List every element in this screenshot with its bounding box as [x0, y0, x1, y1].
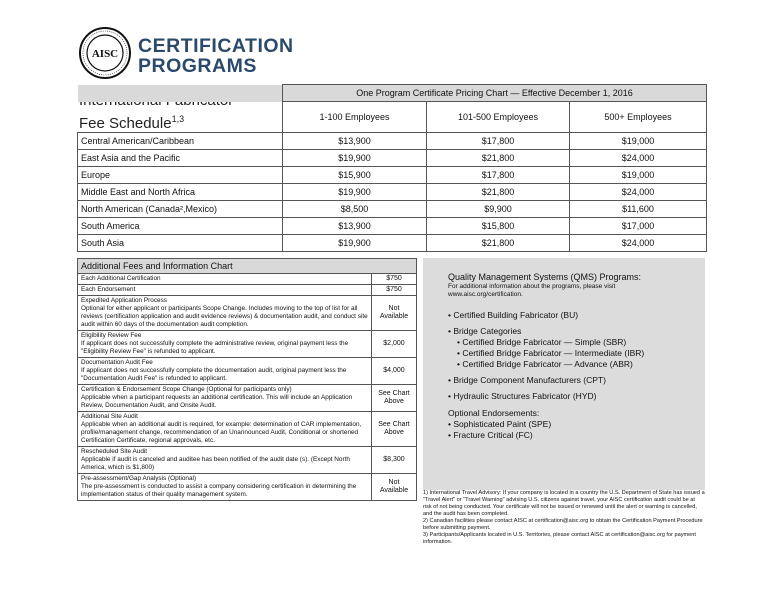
list-item: • Fracture Critical (FC): [448, 430, 533, 440]
list-item: • Hydraulic Structures Fabricator (HYD): [448, 391, 597, 401]
table-row: South Asia $19,900 $21,800 $24,000: [78, 235, 707, 252]
table-row: Middle East and North Africa $19,900 $21,800 $24,000: [78, 184, 707, 201]
qms-programs-panel: [423, 258, 705, 490]
table-row: Europe $15,900 $17,800 $19,000: [78, 167, 707, 184]
list-item: • Bridge Categories • Certified Bridge Fabricator — Simple (SBR) • Certified Bridge Fabricator — Intermediate (IBR) • Certified Bridge Fabricator — Advance (ABR): [448, 326, 703, 370]
list-item: • Bridge Component Manufacturers (CPT): [448, 375, 606, 385]
fee-row: Expedited Application Process Optional for either applicant or participants Scope Change. Includes moving to the top of list for all reviews (certification application and audit evidence reviews) & documentation audit, and conduct site audit within 60 days of the documentation audit completion. Not Available: [78, 296, 416, 331]
column-header: 101-500 Employees: [427, 102, 570, 133]
footnote: 3) Participants/Applicants located in U.S. Territories, please contact AISC at certification@aisc.org for payment information.: [423, 532, 696, 545]
footnotes: [423, 490, 705, 546]
list-item: • Certified Bridge Fabricator — Intermediate (IBR): [457, 348, 645, 358]
fee-row: Documentation Audit Fee If applicant does not successfully complete the documentation audit, original payment less the "Documentation Audit Fee" is refunded to applicant. $4,000: [78, 358, 416, 385]
qms-intro: For additional information about the programs, please visit www.aisc.org/certification.: [448, 283, 616, 298]
list-item: • Certified Bridge Fabricator — Simple (SBR): [457, 337, 627, 347]
brand-wordmark: [138, 36, 294, 76]
table-row: North American (Canada²,Mexico) $8,500 $9,900 $11,600: [78, 201, 707, 218]
pricing-chart-title: One Program Certificate Pricing Chart — Effective December 1, 2016: [283, 85, 707, 102]
list-item: • Sophisticated Paint (SPE): [448, 419, 552, 429]
fee-row: Additional Site Audit Applicable when an additional audit is required, for example: determination of CAR implementation, profile/management change, recommendation of an Unannounced Audit, Conditional or shortened Certification Certificate, regional approvals, etc. See Chart Above: [78, 412, 416, 447]
svg-text:AISC: AISC: [91, 48, 119, 60]
fees-table: [78, 274, 416, 500]
fee-row: Each Endorsement $750: [78, 285, 416, 296]
pricing-table: [77, 84, 707, 252]
fee-row: Pre-assessment/Gap Analysis (Optional) The pre-assessment is conducted to assist a company considering certification in determining the implementation status of their quality management system. Not Available: [78, 474, 416, 501]
fee-row: Eligibility Review Fee If applicant does not successfully complete the administrative review, original payment less the "Eligibility Review Fee" is refunded to applicant. $2,000: [78, 331, 416, 358]
footnote: 2) Canadian facilities please contact AISC at certification@aisc.org to obtain the Certification Payment Procedure before submitting payment.: [423, 518, 703, 531]
fee-row: Certification & Endorsement Scope Change (Optional for participants only) Applicable when a participant requests an additional certification. This will include an Application Review, Documentation Audit, and Onsite Audit. See Chart Above: [78, 385, 416, 412]
fee-row: Rescheduled Site Audit Applicable if audit is canceled and auditee has been notified of the audit date (s). (Except North America, which is $1,800) $8,300: [78, 447, 416, 474]
brand-line-2: PROGRAMS: [138, 55, 257, 77]
list-item: • Certified Bridge Fabricator — Advance (ABR): [457, 359, 633, 369]
column-header: 1-100 Employees: [283, 102, 427, 133]
qms-title: Quality Management Systems (QMS) Programs:: [448, 272, 642, 282]
footnote: 1) International Travel Advisory: If your company is located in a country the U.S. Department of State has issued a "Travel Alert" or "Travel Warning" advising U.S. citizens against travel, your AISC certification audit could be at risk of not being conducted. Your certificate will not be issued or renewed until the alert or warning is cancelled, and the audit has been completed.: [423, 490, 705, 517]
page-title: Fee Schedule$^{1,3}$: [79, 114, 185, 132]
additional-fees-title: Additional Fees and Information Chart: [78, 259, 416, 274]
table-row: Central American/Caribbean $13,900 $17,800 $19,000: [78, 133, 707, 150]
qms-program-list: [448, 310, 703, 441]
table-row: South America $13,900 $15,800 $17,000: [78, 218, 707, 235]
table-row: East Asia and the Pacific $19,900 $21,800 $24,000: [78, 150, 707, 167]
additional-fees-chart: [77, 258, 417, 501]
fee-row: Each Additional Certification $750: [78, 274, 416, 285]
column-header: 500+ Employees: [570, 102, 707, 133]
brand-line-1: CERTIFICATION: [138, 35, 294, 57]
endorsements-title: Optional Endorsements:: [448, 408, 540, 418]
aisc-seal-logo: [79, 27, 131, 79]
list-item: • Certified Building Fabricator (BU): [448, 310, 579, 320]
